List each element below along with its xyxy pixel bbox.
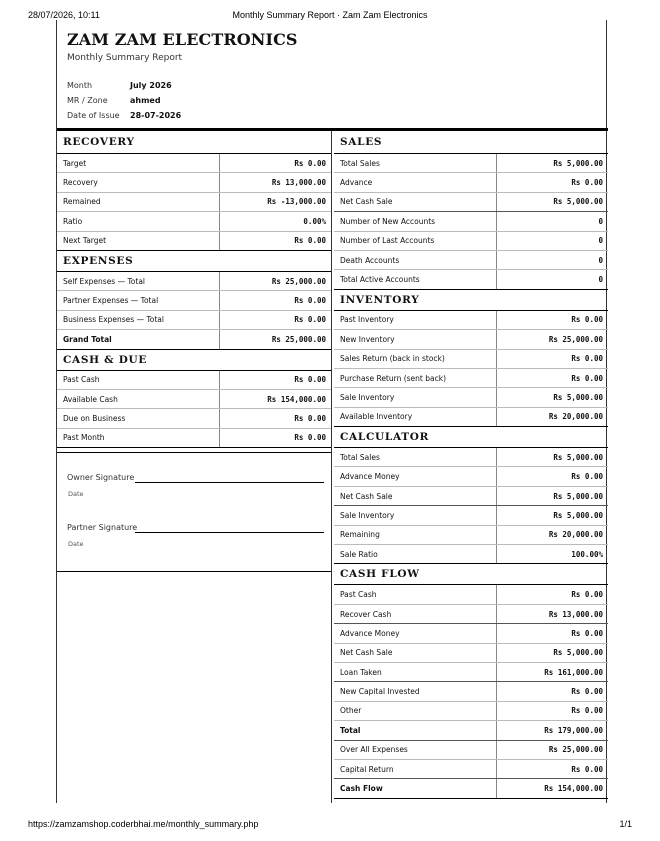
section-title-cash-flow: CASH FLOW (340, 568, 420, 581)
table-row (334, 644, 608, 663)
row-value: Rs 0.00 (571, 590, 603, 600)
meta-value: July 2026 (130, 81, 172, 90)
row-label: Advance (334, 173, 497, 191)
row-label: Available Cash (57, 390, 220, 408)
print-url: https://zamzamshop.coderbhai.me/monthly_summary.php (28, 819, 259, 829)
row-value: Rs 154,000.00 (544, 784, 603, 794)
section-title-sales: SALES (340, 136, 383, 148)
print-footer (0, 819, 660, 831)
table-row (57, 390, 331, 409)
row-label: Over All Expenses (334, 741, 497, 759)
owner-date-label: Date (68, 490, 84, 498)
row-label: Grand Total (57, 330, 220, 348)
table-row (57, 173, 331, 192)
row-label: Total Sales (334, 448, 497, 466)
owner-signature-block (67, 473, 135, 498)
row-label: Recover Cash (334, 605, 497, 623)
table-row (334, 173, 608, 192)
row-label: Sale Inventory (334, 506, 497, 524)
row-label: Recovery (57, 173, 220, 191)
meta-value: 28-07-2026 (130, 111, 182, 120)
row-value: Rs 5,000.00 (553, 158, 603, 168)
row-value: Rs 0.00 (294, 413, 326, 423)
row-label: Total Active Accounts (334, 270, 497, 288)
print-tab-title: Monthly Summary Report · Zam Zam Electronics (232, 10, 428, 20)
report-meta (67, 81, 181, 126)
row-label: Available Inventory (334, 408, 497, 426)
row-label: Total (334, 721, 497, 739)
row-label: Next Target (57, 232, 220, 250)
table-row (334, 448, 608, 467)
table-row (334, 154, 608, 173)
table-row (334, 369, 608, 388)
row-value: Rs 0.00 (294, 433, 326, 443)
row-label: Cash Flow (334, 779, 497, 797)
table-row (334, 545, 608, 564)
row-value: Rs 25,000.00 (271, 334, 326, 344)
row-label: Advance Money (334, 467, 497, 485)
expenses-table (57, 271, 331, 350)
company-name: ZAM ZAM ELECTRONICS (67, 30, 298, 49)
row-label: Purchase Return (sent back) (334, 369, 497, 387)
table-row (334, 741, 608, 760)
row-value: Rs 0.00 (571, 628, 603, 638)
row-value: 0 (598, 236, 603, 246)
table-row (334, 682, 608, 701)
table-row (334, 388, 608, 407)
table-row (334, 212, 608, 231)
table-row (57, 232, 331, 251)
row-value: Rs 0.00 (571, 354, 603, 364)
meta-row-zone (67, 96, 181, 111)
row-label: Loan Taken (334, 663, 497, 681)
table-row (57, 371, 331, 390)
row-label: Past Inventory (334, 311, 497, 329)
row-value: Rs 0.00 (571, 178, 603, 188)
table-row (334, 232, 608, 251)
meta-label: Month (67, 81, 93, 90)
table-row (334, 487, 608, 506)
partner-date-label: Date (68, 540, 84, 548)
table-row (57, 291, 331, 310)
table-row (334, 270, 608, 289)
cash-due-table (57, 370, 331, 449)
row-value: Rs 5,000.00 (553, 648, 603, 658)
table-row (334, 624, 608, 643)
inventory-table (334, 310, 608, 427)
row-value: Rs 161,000.00 (544, 667, 603, 677)
row-label: New Inventory (334, 330, 497, 348)
table-row (334, 702, 608, 721)
row-label: Net Cash Sale (334, 487, 497, 505)
table-row (334, 526, 608, 545)
row-value: Rs 25,000.00 (548, 334, 603, 344)
cash-flow-final-row (334, 779, 608, 798)
row-value: Rs 5,000.00 (553, 197, 603, 207)
partner-signature-block (67, 523, 138, 548)
row-value: Rs 20,000.00 (548, 412, 603, 422)
row-label: Capital Return (334, 760, 497, 778)
row-label: Target (57, 154, 220, 172)
meta-row-month (67, 81, 181, 96)
meta-row-issue-date (67, 111, 181, 126)
table-row (57, 154, 331, 173)
row-value: Rs -13,000.00 (267, 197, 326, 207)
table-row (57, 429, 331, 448)
row-value: Rs 13,000.00 (271, 178, 326, 188)
row-value: Rs 0.00 (571, 472, 603, 482)
calculator-table (334, 447, 608, 564)
table-row (334, 330, 608, 349)
row-label: Remained (57, 193, 220, 211)
meta-value: ahmed (130, 96, 161, 105)
row-value: Rs 25,000.00 (271, 276, 326, 286)
section-title-expenses: EXPENSES (63, 254, 134, 267)
row-value: Rs 0.00 (571, 687, 603, 697)
section-title-cash-due: CASH & DUE (63, 353, 148, 366)
sales-table (334, 153, 608, 290)
left-column (57, 131, 331, 448)
table-row (57, 272, 331, 291)
table-row (334, 350, 608, 369)
row-label: Ratio (57, 212, 220, 230)
row-value: Rs 5,000.00 (553, 510, 603, 520)
row-label: Past Cash (57, 371, 220, 389)
table-row (57, 409, 331, 428)
signature-area (57, 452, 331, 572)
table-row (57, 193, 331, 212)
table-row (57, 311, 331, 330)
table-row (334, 311, 608, 330)
table-row (334, 467, 608, 486)
row-value: Rs 0.00 (571, 764, 603, 774)
meta-label: MR / Zone (67, 96, 108, 105)
table-row (334, 585, 608, 604)
row-value: Rs 0.00 (294, 236, 326, 246)
table-row (57, 212, 331, 231)
right-column (334, 131, 608, 799)
row-value: Rs 0.00 (294, 158, 326, 168)
row-label: Advance Money (334, 624, 497, 642)
row-value: Rs 0.00 (571, 706, 603, 716)
row-label: Sale Ratio (334, 545, 497, 563)
row-label: Total Sales (334, 154, 497, 172)
row-value: Rs 0.00 (294, 296, 326, 306)
row-value: Rs 13,000.00 (548, 609, 603, 619)
row-label: Death Accounts (334, 251, 497, 269)
row-value: Rs 20,000.00 (548, 530, 603, 540)
owner-signature-label: Owner Signature (67, 473, 135, 482)
row-value: Rs 0.00 (294, 315, 326, 325)
row-value: Rs 0.00 (571, 315, 603, 325)
row-label: Sale Inventory (334, 388, 497, 406)
row-value: 100.00% (571, 549, 603, 559)
row-label: Net Cash Sale (334, 644, 497, 662)
row-label: New Capital Invested (334, 682, 497, 700)
row-label: Partner Expenses — Total (57, 291, 220, 309)
table-row (334, 408, 608, 427)
row-value: Rs 154,000.00 (267, 394, 326, 404)
report-title: Monthly Summary Report (67, 53, 183, 63)
report-page (56, 20, 607, 803)
row-label: Due on Business (57, 409, 220, 427)
row-label: Self Expenses — Total (57, 272, 220, 290)
row-value: Rs 25,000.00 (548, 745, 603, 755)
partner-signature-line (135, 532, 324, 533)
print-page-count: 1/1 (619, 819, 632, 829)
row-value: 0 (598, 255, 603, 265)
section-title-calculator: CALCULATOR (340, 431, 430, 444)
owner-signature-line (135, 482, 324, 483)
row-label: Past Month (57, 429, 220, 447)
row-value: Rs 5,000.00 (553, 452, 603, 462)
row-value: Rs 5,000.00 (553, 491, 603, 501)
partner-signature-label: Partner Signature (67, 523, 138, 532)
row-value: Rs 0.00 (294, 375, 326, 385)
meta-label: Date of Issue (67, 111, 120, 120)
table-row (334, 251, 608, 270)
table-row (334, 605, 608, 624)
row-label: Past Cash (334, 585, 497, 603)
row-label: Net Cash Sale (334, 193, 497, 211)
row-value: 0 (598, 216, 603, 226)
print-datetime: 28/07/2026, 10:11 (28, 10, 100, 20)
row-value: Rs 5,000.00 (553, 392, 603, 402)
row-label: Other (334, 702, 497, 720)
recovery-table (57, 153, 331, 251)
table-row (334, 760, 608, 779)
row-value: 0 (598, 275, 603, 285)
cash-flow-total-row (334, 721, 608, 740)
row-label: Sales Return (back in stock) (334, 350, 497, 368)
row-label: Business Expenses — Total (57, 311, 220, 329)
section-title-recovery: RECOVERY (63, 136, 135, 148)
table-row (334, 663, 608, 682)
row-value: 0.00% (303, 216, 326, 226)
row-value: Rs 179,000.00 (544, 725, 603, 735)
cash-flow-table (334, 584, 608, 798)
grand-total-row (57, 330, 331, 349)
row-label: Remaining (334, 526, 497, 544)
table-row (334, 193, 608, 212)
row-value: Rs 0.00 (571, 373, 603, 383)
row-label: Number of Last Accounts (334, 232, 497, 250)
row-label: Number of New Accounts (334, 212, 497, 230)
section-title-inventory: INVENTORY (340, 293, 420, 306)
table-row (334, 506, 608, 525)
